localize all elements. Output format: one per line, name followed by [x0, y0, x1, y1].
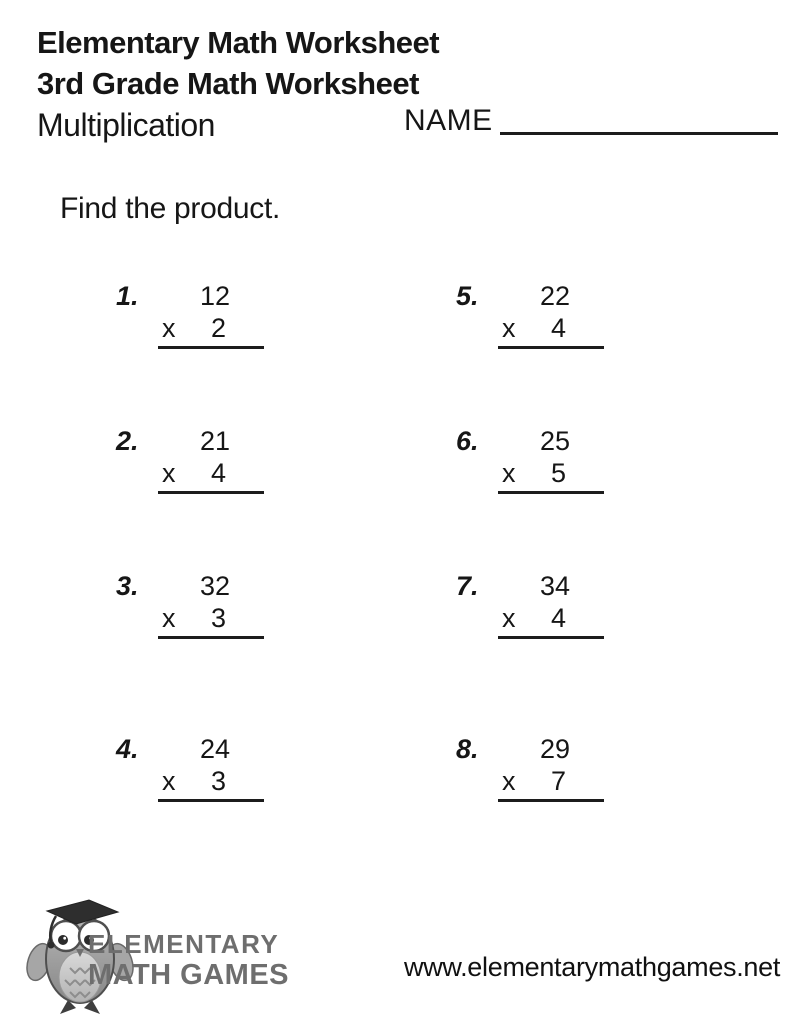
problem-1 — [116, 281, 264, 349]
multiply-sign: x — [502, 458, 516, 488]
multiplier: 3 — [210, 766, 226, 796]
problem-work-area — [498, 281, 604, 349]
multiplier: 2 — [210, 313, 226, 343]
multiply-sign: x — [502, 313, 516, 343]
problem-number: 2. — [116, 426, 139, 456]
multiplicand: 22 — [539, 281, 570, 311]
worksheet-header — [37, 22, 439, 146]
multiply-sign: x — [502, 766, 516, 796]
name-field-row — [404, 104, 778, 138]
multiplier: 4 — [550, 603, 566, 633]
problem-work-area — [158, 426, 264, 494]
multiplier: 4 — [210, 458, 226, 488]
problem-7 — [456, 571, 604, 639]
logo-wordmark — [88, 929, 289, 991]
multiplier: 5 — [550, 458, 566, 488]
website-url: www.elementarymathgames.net — [404, 952, 781, 982]
multiplicand: 12 — [199, 281, 230, 311]
name-blank-line — [500, 132, 778, 135]
problem-work-area — [158, 281, 264, 349]
multiplicand: 25 — [539, 426, 570, 456]
logo-wordmark-line2: MATH GAMES — [88, 959, 290, 991]
problem-5 — [456, 281, 604, 349]
name-label: NAME — [404, 104, 493, 137]
problem-number: 4. — [116, 734, 139, 764]
multiplicand: 24 — [199, 734, 230, 764]
problem-2 — [116, 426, 264, 494]
multiply-sign: x — [162, 458, 176, 488]
problem-8 — [456, 734, 604, 802]
logo-wordmark-line1: ELEMENTARY — [88, 929, 280, 959]
problem-number: 5. — [456, 281, 479, 311]
instruction-text: Find the product. — [60, 192, 281, 225]
multiply-sign: x — [162, 603, 176, 633]
multiplicand: 34 — [539, 571, 570, 601]
multiply-sign: x — [502, 603, 516, 633]
problem-work-area — [498, 571, 604, 639]
worksheet-topic-title: Multiplication — [37, 107, 215, 143]
problem-number: 8. — [456, 734, 479, 764]
problem-work-area — [158, 734, 264, 802]
problem-6 — [456, 426, 604, 494]
multiplier: 4 — [550, 313, 566, 343]
problem-number: 1. — [116, 281, 139, 311]
problem-number: 7. — [456, 571, 479, 601]
problem-number: 6. — [456, 426, 479, 456]
multiply-sign: x — [162, 766, 176, 796]
multiplier: 7 — [550, 766, 566, 796]
problem-work-area — [158, 571, 264, 639]
problem-3 — [116, 571, 264, 639]
worksheet-title-line1: Elementary Math Worksheet — [37, 25, 440, 60]
multiplicand: 21 — [199, 426, 230, 456]
worksheet-title-line2: 3rd Grade Math Worksheet — [37, 66, 419, 101]
problem-number: 3. — [116, 571, 139, 601]
multiplicand: 29 — [539, 734, 570, 764]
multiplicand: 32 — [199, 571, 230, 601]
multiplier: 3 — [210, 603, 226, 633]
problem-work-area — [498, 426, 604, 494]
problem-4 — [116, 734, 264, 802]
problem-work-area — [498, 734, 604, 802]
multiply-sign: x — [162, 313, 176, 343]
